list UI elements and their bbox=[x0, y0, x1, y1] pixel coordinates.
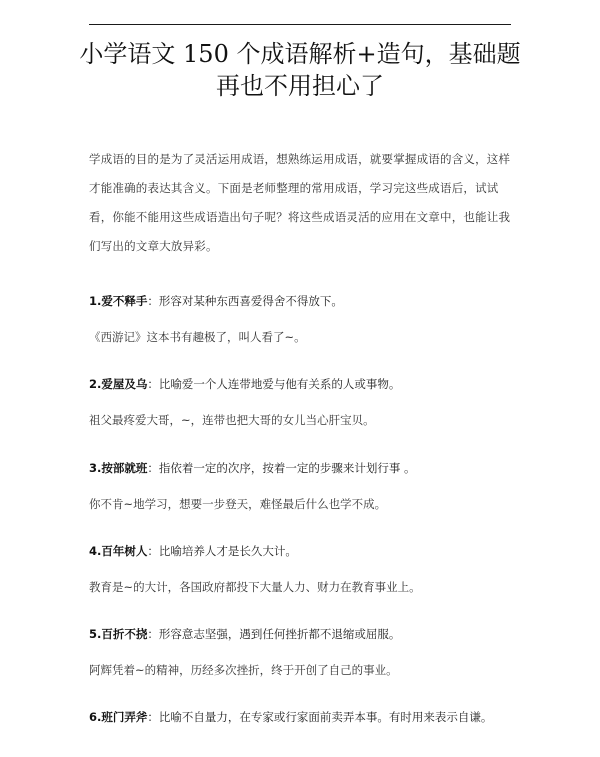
idiom-definition bbox=[89, 376, 519, 392]
idiom-meaning: ：指依着一定的次序，按着一定的步骤来计划行事 。 bbox=[147, 461, 416, 475]
top-divider bbox=[89, 24, 511, 25]
idiom-example: 《西游记》这本书有趣极了，叫人看了~。 bbox=[89, 330, 306, 344]
idiom-meaning: ：形容对某种东西喜爱得舍不得放下。 bbox=[147, 294, 343, 308]
idiom-term: 2.爱屋及乌 bbox=[89, 377, 148, 391]
idiom-entry-3 bbox=[89, 460, 519, 512]
idiom-meaning: ：形容意志坚强，遇到任何挫折都不退缩或屈服。 bbox=[147, 627, 401, 641]
intro-paragraph: 学成语的目的是为了灵活运用成语，想熟练运用成语，就要掌握成语的含义，这样才能准确的表达其含义。下面是老师整理的常用成语，学习完这些成语后，试试看，你能不能用这些成语造出句子呢？将这些成语灵活的应用在文章中，也能让我们写出的文章大放异彩。 bbox=[89, 152, 511, 253]
idiom-definition bbox=[89, 626, 519, 642]
idiom-definition bbox=[89, 543, 519, 559]
idiom-entry-1 bbox=[89, 293, 519, 345]
title-line-2: 再也不用担心了 bbox=[216, 72, 384, 100]
idiom-entry-5 bbox=[89, 626, 519, 678]
idiom-entry-4 bbox=[89, 543, 519, 595]
idiom-term: 3.按部就班 bbox=[89, 461, 148, 475]
title-line-1: 小学语文 150 个成语解析+造句，基础题 bbox=[79, 40, 521, 68]
idiom-definition bbox=[89, 460, 519, 476]
page-title bbox=[60, 38, 540, 102]
idiom-term: 4.百年树人 bbox=[89, 544, 148, 558]
idiom-term: 6.班门弄斧 bbox=[89, 710, 148, 724]
idiom-example: 阿辉凭着~的精神，历经多次挫折，终于开创了自己的事业。 bbox=[89, 663, 398, 677]
idiom-example: 教育是~的大计，各国政府都投下大量人力、财力在教育事业上。 bbox=[89, 580, 421, 594]
idiom-example: 你不肯~地学习，想要一步登天，难怪最后什么也学不成。 bbox=[89, 497, 387, 511]
idiom-term: 5.百折不挠 bbox=[89, 627, 148, 641]
idiom-term: 1.爱不释手 bbox=[89, 294, 148, 308]
idiom-entry-6 bbox=[89, 709, 519, 725]
idiom-example: 祖父最疼爱大哥，~，连带也把大哥的女儿当心肝宝贝。 bbox=[89, 413, 375, 427]
idiom-meaning: ：比喻不自量力，在专家或行家面前卖弄本事。有时用来表示自谦。 bbox=[147, 710, 493, 724]
idiom-meaning: ：比喻培养人才是长久大计。 bbox=[147, 544, 297, 558]
idiom-meaning: ：比喻爱一个人连带地爱与他有关系的人或事物。 bbox=[147, 377, 401, 391]
idiom-definition bbox=[89, 709, 519, 725]
idiom-definition bbox=[89, 293, 519, 309]
idiom-entry-2 bbox=[89, 376, 519, 428]
